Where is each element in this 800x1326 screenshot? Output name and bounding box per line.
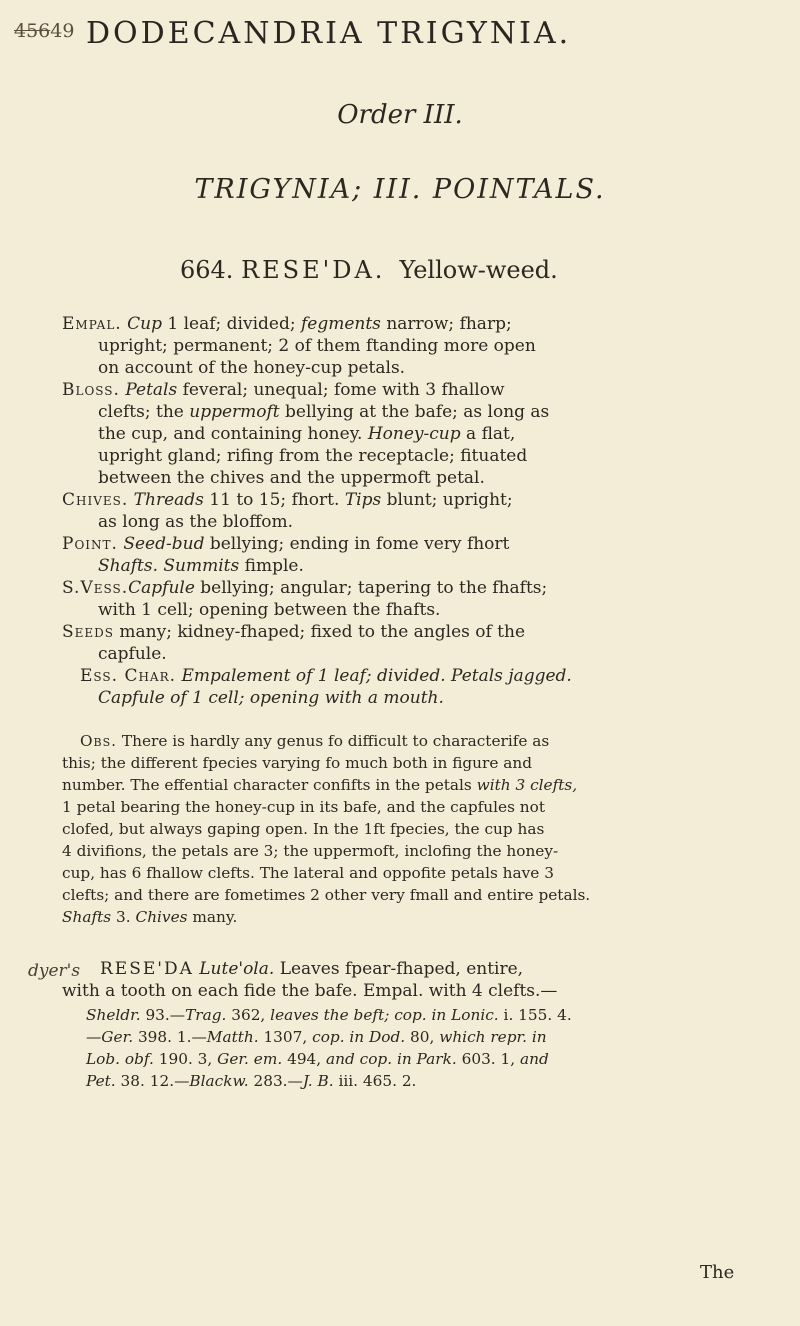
running-title: DODECANDRIA TRIGYNIA. [86, 16, 572, 51]
genus-description [62, 313, 782, 709]
reference-line: Pet. 38. 12.—Blackw. 283.—J. B. iii. 465. 2. [86, 1072, 417, 1090]
obs-line: 4 divifions, the petals are 3; the uppermoft, inclofing the honey- [62, 842, 559, 860]
empal-line: Empal. Cup 1 leaf; divided; fegments narrow; fharp; [62, 314, 512, 334]
bloss-line: Bloss. Petals feveral; unequal; fome with 3 fhallow [62, 380, 505, 400]
obs-line: Shafts 3. Chives many. [62, 908, 238, 926]
ess-char-line: Ess. Char. Empalement of 1 leaf; divided. Petals jagged. [80, 666, 572, 686]
species-references [86, 1004, 800, 1092]
reference-line: Lob. obf. 190. 3, Ger. em. 494, and cop. in Park. 603. 1, and [86, 1050, 549, 1068]
genus-common-name: Yellow-weed. [399, 256, 558, 284]
genus-heading [180, 256, 558, 284]
bloss-line: clefts; the uppermoft bellying at the bafe; as long as [98, 402, 550, 422]
chives-line: Chives. Threads 11 to 15; fhort. Tips blunt; upright; [62, 490, 513, 510]
svess-line: with 1 cell; opening between the fhafts. [98, 600, 441, 620]
bloss-line: the cup, and containing honey. Honey-cup a flat, [98, 424, 516, 444]
species-line: with a tooth on each fide the bafe. Empal. with 4 clefts.— [62, 981, 558, 1001]
obs-line: clofed, but always gaping open. In the 1ft fpecies, the cup has [62, 820, 545, 838]
point-line: Shafts. Summits fimple. [98, 556, 304, 576]
order-heading: Order III. [337, 100, 463, 130]
observation [62, 730, 782, 928]
obs-line: clefts; and there are fometimes 2 other very fmall and entire petals. [62, 886, 591, 904]
margin-note: dyer's [28, 961, 81, 981]
ess-char-line: Capfule of 1 cell; opening with a mouth. [98, 688, 444, 708]
seeds-line: Seeds many; kidney-fhaped; fixed to the angles of the [62, 622, 526, 642]
bloss-line: between the chives and the uppermoft petal. [98, 468, 485, 488]
chives-line: as long as the bloffom. [98, 512, 294, 532]
obs-line: cup, has 6 fhallow clefts. The lateral and oppofite petals have 3 [62, 864, 554, 882]
genus-number: 664. [180, 256, 234, 284]
page-number: 45649 [14, 20, 75, 42]
struck-page-number: 456 [14, 20, 51, 42]
obs-line: number. The effential character confifts in the petals with 3 clefts, [62, 776, 578, 794]
species-line: RESE'DA Lute'ola. Leaves fpear-fhaped, entire, [100, 959, 524, 979]
bloss-line: upright gland; rifing from the receptacle; fituated [98, 446, 528, 466]
svess-line: S.Vess.Capfule bellying; angular; tapering to the fhafts; [62, 578, 548, 598]
seeds-line: capfule. [98, 644, 167, 664]
empal-line: upright; permanent; 2 of them ftanding more open [98, 336, 536, 356]
obs-line: this; the different fpecies varying fo much both in figure and [62, 754, 533, 772]
empal-line: on account of the honey-cup petals. [98, 358, 406, 378]
obs-line: Obs. There is hardly any genus fo difficult to characterife as [80, 732, 550, 750]
obs-line: 1 petal bearing the honey-cup in its bafe, and the capfules not [62, 798, 546, 816]
genus-name: RESE'DA. [241, 256, 386, 284]
point-line: Point. Seed-bud bellying; ending in fome very fhort [62, 534, 510, 554]
reference-line: —Ger. 398. 1.—Matth. 1307, cop. in Dod. 80, which repr. in [86, 1028, 547, 1046]
reference-line: Sheldr. 93.—Trag. 362, leaves the beft; cop. in Lonic. i. 155. 4. [86, 1006, 572, 1024]
section-heading: TRIGYNIA; III. POINTALS. [194, 174, 606, 205]
species-entry [62, 958, 782, 1002]
catchword: The [700, 1262, 735, 1283]
